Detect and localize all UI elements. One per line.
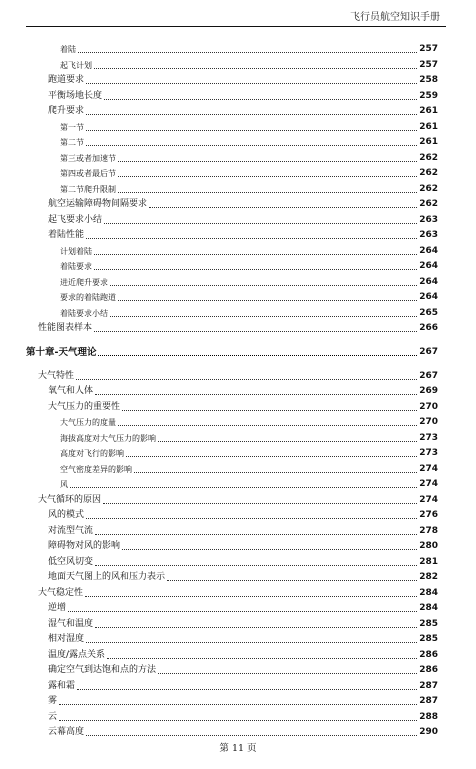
toc-entry-label: 云 <box>48 711 58 722</box>
toc-entry-label: 性能图表样本 <box>38 323 93 333</box>
toc-entry[interactable] <box>48 386 438 397</box>
toc-entry-label: 风的模式 <box>48 510 85 520</box>
toc-entry-label: 氧气和人体 <box>48 386 94 396</box>
toc-entry-page: 258 <box>419 75 438 85</box>
toc-entry-page: 280 <box>419 541 438 551</box>
toc-entry[interactable] <box>38 588 438 599</box>
dot-leader <box>134 472 417 473</box>
dot-leader <box>122 549 417 550</box>
toc-entry[interactable] <box>48 557 438 568</box>
toc-entry[interactable] <box>60 137 438 148</box>
toc-entry[interactable] <box>38 495 438 506</box>
dot-leader <box>86 114 417 115</box>
toc-entry-page: 261 <box>419 106 438 116</box>
dot-leader <box>86 130 417 131</box>
running-header: 飞行员航空知识手册 <box>350 12 440 23</box>
toc-entry-label: 云幕高度 <box>48 727 85 737</box>
toc-entry-page: 264 <box>419 245 438 256</box>
toc-entry-label: 低空风切变 <box>48 556 94 567</box>
dot-leader <box>77 689 417 690</box>
toc-entry-page: 276 <box>419 510 438 520</box>
header-rule <box>26 26 446 27</box>
dot-leader <box>86 735 417 736</box>
toc-entry-label: 逆增 <box>48 603 67 613</box>
dot-leader <box>118 192 417 193</box>
toc-entry-page: 273 <box>419 448 438 458</box>
toc-entry-label: 大气循环的原因 <box>38 494 102 505</box>
toc-entry-label: 计划着陆 <box>60 246 92 256</box>
dot-leader <box>86 145 417 146</box>
toc-entry-label: 雾 <box>48 696 58 706</box>
toc-chapter-entry[interactable] <box>26 347 438 358</box>
toc-entry-label: 平衡场地长度 <box>48 90 103 101</box>
toc-entry-page: 278 <box>419 525 438 536</box>
dot-leader <box>86 642 417 643</box>
toc-entry-page: 266 <box>419 323 438 333</box>
toc-entry-label: 航空运输障碍物间隔要求 <box>48 199 148 209</box>
toc-entry[interactable] <box>60 292 438 303</box>
toc-entry[interactable] <box>60 479 438 490</box>
dot-leader <box>118 161 417 162</box>
toc-entry-label: 大气压力的度量 <box>60 418 116 427</box>
toc-entry-label: 第十章-天气理论 <box>26 346 97 358</box>
dot-leader <box>110 285 417 286</box>
toc-entry-label: 第一节 <box>60 122 84 132</box>
toc-entry-label: 风 <box>60 480 68 489</box>
dot-leader <box>95 627 417 628</box>
dot-leader <box>86 83 417 84</box>
toc-entry-label: 爬升要求 <box>48 106 85 116</box>
toc-entry-page: 262 <box>419 183 438 194</box>
dot-leader <box>104 223 417 224</box>
toc-entry-page: 267 <box>419 346 438 357</box>
toc-entry-label: 大气稳定性 <box>38 587 84 598</box>
toc-entry[interactable] <box>60 464 438 475</box>
toc-entry[interactable] <box>48 541 438 552</box>
dot-leader <box>59 720 417 721</box>
toc-entry-page: 269 <box>419 386 438 396</box>
dot-leader <box>85 596 417 597</box>
toc-entry-label: 着陆要求小结 <box>60 308 108 318</box>
toc-entry[interactable] <box>60 417 438 428</box>
toc-entry-label: 湿气和温度 <box>48 618 94 629</box>
dot-leader <box>98 355 417 356</box>
toc-entry-label: 大气特性 <box>38 370 75 381</box>
toc-entry-label: 跑道要求 <box>48 75 85 85</box>
toc-entry-page: 284 <box>419 587 438 598</box>
toc-entry-page: 281 <box>419 556 438 567</box>
toc-entry[interactable] <box>48 402 438 413</box>
toc-entry[interactable] <box>48 91 438 102</box>
toc-entry-page: 263 <box>419 230 438 240</box>
dot-leader <box>126 456 417 457</box>
toc-entry-page: 270 <box>419 417 438 427</box>
toc-entry-label: 大气压力的重要性 <box>48 401 121 412</box>
toc-entry-label: 空气密度差异的影响 <box>60 464 132 474</box>
toc-entry-page: 264 <box>419 292 438 302</box>
toc-entry-label: 确定空气到达饱和点的方法 <box>48 665 157 675</box>
toc-entry[interactable] <box>48 199 438 210</box>
dot-leader <box>118 176 417 177</box>
toc-entry-label: 露和霜 <box>48 680 76 691</box>
dot-leader <box>78 52 417 53</box>
dot-leader <box>95 565 417 566</box>
toc-entry-label: 第二节爬升限制 <box>60 184 116 194</box>
toc-entry-page: 274 <box>419 479 438 489</box>
toc-entry-label: 起飞要求小结 <box>48 214 103 225</box>
toc-entry-page: 264 <box>419 261 438 271</box>
dot-leader <box>107 658 417 659</box>
dot-leader <box>158 441 417 442</box>
toc-entry[interactable] <box>48 665 438 676</box>
toc-entry[interactable] <box>60 277 438 288</box>
toc-entry-page: 290 <box>419 727 438 737</box>
toc-entry[interactable] <box>60 122 438 133</box>
toc-entry-page: 287 <box>419 680 438 691</box>
toc-entry-label: 起飞计划 <box>60 60 92 70</box>
toc-entry[interactable] <box>48 696 438 707</box>
toc-entry[interactable] <box>48 526 438 537</box>
dot-leader <box>122 410 417 411</box>
toc-entry[interactable] <box>60 153 438 164</box>
toc-entry-page: 262 <box>419 152 438 163</box>
toc-entry[interactable] <box>48 75 438 86</box>
dot-leader <box>149 207 417 208</box>
toc-entry-page: 257 <box>419 44 438 54</box>
toc-entry-page: 261 <box>419 121 438 132</box>
toc-entry-label: 进近爬升要求 <box>60 277 108 287</box>
dot-leader <box>95 394 417 395</box>
toc-entry-page: 257 <box>419 59 438 70</box>
dot-leader <box>70 487 417 488</box>
toc-entry-page: 282 <box>419 572 438 582</box>
dot-leader <box>110 316 417 317</box>
toc-entry-label: 要求的着陆跑道 <box>60 293 116 302</box>
toc-entry[interactable] <box>48 619 438 630</box>
toc-entry[interactable] <box>48 215 438 226</box>
dot-leader <box>94 269 417 270</box>
toc-entry-page: 262 <box>419 168 438 178</box>
toc-entry-page: 274 <box>419 463 438 474</box>
toc-entry-page: 285 <box>419 634 438 644</box>
toc-entry[interactable] <box>48 634 438 645</box>
toc-entry-page: 286 <box>419 665 438 675</box>
toc-entry-page: 259 <box>419 90 438 101</box>
toc-entry[interactable] <box>48 681 438 692</box>
toc-entry-page: 270 <box>419 401 438 412</box>
toc-entry[interactable] <box>60 261 438 272</box>
toc-entry[interactable] <box>60 184 438 195</box>
toc-entry[interactable] <box>60 44 438 55</box>
toc-entry-label: 温度/露点关系 <box>48 649 106 660</box>
toc-entry[interactable] <box>48 712 438 723</box>
toc-entry-label: 第三或者加速节 <box>60 153 116 163</box>
toc-entry-label: 第四或者最后节 <box>60 169 116 178</box>
toc-entry-page: 261 <box>419 137 438 147</box>
toc-entry-page: 286 <box>419 649 438 660</box>
toc-entry-page: 264 <box>419 276 438 287</box>
dot-leader <box>94 331 417 332</box>
toc-entry[interactable] <box>48 572 438 583</box>
toc-entry-page: 273 <box>419 432 438 443</box>
toc-entry-page: 265 <box>419 307 438 318</box>
toc-entry[interactable] <box>60 433 438 444</box>
page-number: 第 11 页 <box>219 743 257 754</box>
toc-entry-label: 对流型气流 <box>48 525 94 536</box>
toc-entry[interactable] <box>48 106 438 117</box>
dot-leader <box>76 379 417 380</box>
toc-entry[interactable] <box>48 603 438 614</box>
toc-entry-label: 着陆 <box>60 45 76 54</box>
toc-entry[interactable] <box>38 323 438 334</box>
toc-entry-label: 着陆性能 <box>48 230 85 240</box>
toc-entry-page: 274 <box>419 494 438 505</box>
toc-entry[interactable] <box>60 448 438 459</box>
dot-leader <box>118 300 417 301</box>
dot-leader <box>95 534 417 535</box>
toc-entry[interactable] <box>60 60 438 71</box>
toc-entry[interactable] <box>38 371 438 382</box>
toc-entry[interactable] <box>48 230 438 241</box>
dot-leader <box>158 673 417 674</box>
dot-leader <box>68 611 417 612</box>
toc-entry[interactable] <box>48 650 438 661</box>
toc-entry[interactable] <box>48 727 438 738</box>
toc-entry-label: 海拔高度对大气压力的影响 <box>60 433 156 443</box>
toc-entry-page: 288 <box>419 711 438 722</box>
toc-entry-label: 高度对飞行的影响 <box>60 449 124 458</box>
dot-leader <box>94 68 417 69</box>
toc-entry-page: 284 <box>419 603 438 613</box>
dot-leader <box>86 518 417 519</box>
toc-entry[interactable] <box>60 308 438 319</box>
dot-leader <box>167 580 417 581</box>
toc-entry-page: 287 <box>419 696 438 706</box>
toc-entry-label: 相对湿度 <box>48 634 85 644</box>
toc-entry[interactable] <box>60 168 438 179</box>
dot-leader <box>118 425 417 426</box>
toc-entry-page: 262 <box>419 199 438 209</box>
toc-entry-page: 285 <box>419 618 438 629</box>
dot-leader <box>86 238 417 239</box>
toc-entry-page: 267 <box>419 370 438 381</box>
toc-entry-page: 263 <box>419 214 438 225</box>
toc-entry-label: 着陆要求 <box>60 262 92 271</box>
dot-leader <box>103 503 417 504</box>
toc-entry-label: 地面天气图上的风和压力表示 <box>48 572 166 582</box>
toc-entry[interactable] <box>48 510 438 521</box>
toc-entry-label: 第二节 <box>60 138 84 147</box>
dot-leader <box>104 99 417 100</box>
dot-leader <box>59 704 417 705</box>
toc-entry[interactable] <box>60 246 438 257</box>
toc-entry-label: 障碍物对风的影响 <box>48 541 121 551</box>
dot-leader <box>94 254 417 255</box>
